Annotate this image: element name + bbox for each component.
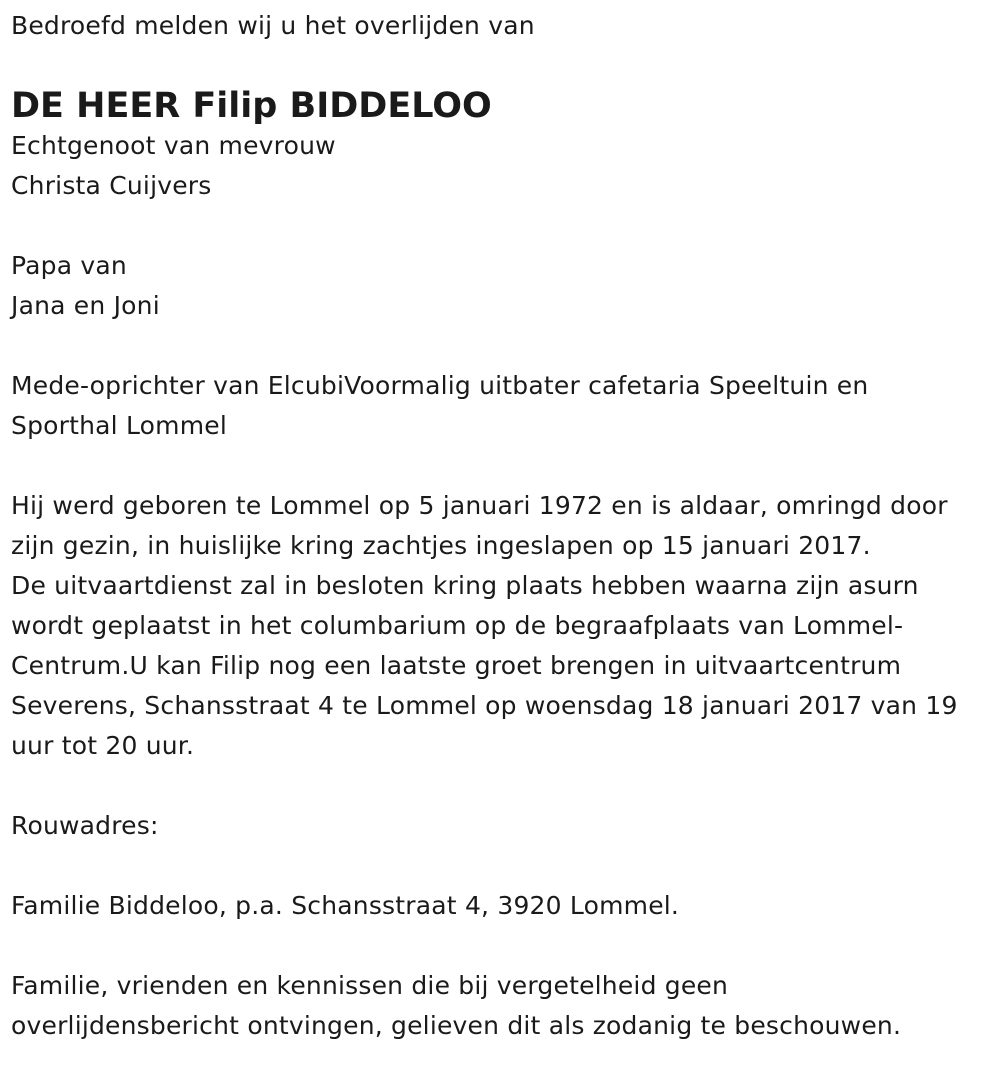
service-line: wordt geplaatst in het columbarium op de begraafplaats van Lommel-: [11, 611, 904, 640]
intro-text: Bedroefd melden wij u het overlijden van: [11, 11, 535, 40]
birth-line: zijn gezin, in huislijke kring zachtjes ingeslapen op 15 januari 2017.: [11, 531, 871, 560]
service-line: uur tot 20 uur.: [11, 731, 195, 760]
spacer: [11, 446, 996, 486]
death-notice: [11, 6, 996, 1046]
closing-line: Familie, vrienden en kennissen die bij vergetelheid geen: [11, 971, 729, 1000]
address-label: Rouwadres:: [11, 811, 159, 840]
children-label: Papa van: [11, 251, 127, 280]
roles-line: Sporthal Lommel: [11, 411, 227, 440]
service-line: De uitvaartdienst zal in besloten kring plaats hebben waarna zijn asurn: [11, 571, 919, 600]
service-line: Centrum.U kan Filip nog een laatste groet brengen in uitvaartcentrum: [11, 651, 902, 680]
spacer: [11, 206, 996, 246]
spouse-name: Christa Cuijvers: [11, 171, 212, 200]
children-names: Jana en Joni: [11, 291, 160, 320]
spouse-label: Echtgenoot van mevrouw: [11, 131, 336, 160]
roles-line: Mede-oprichter van ElcubiVoormalig uitbater cafetaria Speeltuin en: [11, 371, 869, 400]
spacer: [11, 926, 996, 966]
service-line: Severens, Schansstraat 4 te Lommel op woensdag 18 januari 2017 van 19: [11, 691, 958, 720]
spacer: [11, 326, 996, 366]
birth-line: Hij werd geboren te Lommel op 5 januari 1972 en is aldaar, omringd door: [11, 491, 948, 520]
spacer: [11, 846, 996, 886]
address-text: Familie Biddeloo, p.a. Schansstraat 4, 3920 Lommel.: [11, 891, 680, 920]
deceased-name: DE HEER Filip BIDDELOO: [11, 86, 492, 126]
closing-line: overlijdensbericht ontvingen, gelieven dit als zodanig te beschouwen.: [11, 1011, 902, 1040]
spacer: [11, 766, 996, 806]
